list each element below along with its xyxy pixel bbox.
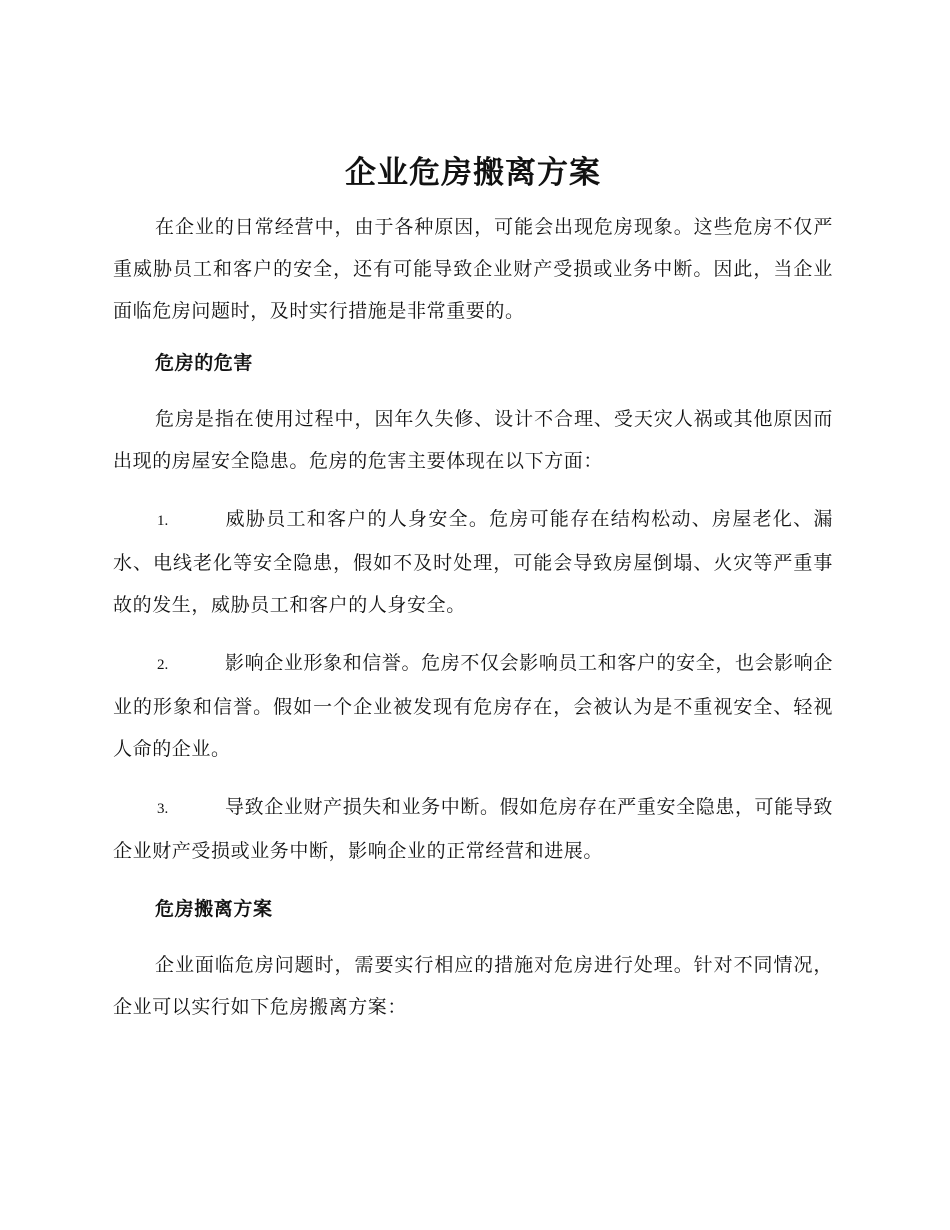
intro-paragraph: 在企业的日常经营中，由于各种原因，可能会出现危房现象。这些危房不仅严重威胁员工和客户的安全，还有可能导致企业财产受损或业务中断。因此，当企业面临危房问题时，及时实行措施是非常重要的。 — [113, 216, 833, 322]
list-item-number: 1. — [157, 513, 169, 529]
section-heading-hazards: 危房的危害 — [155, 352, 254, 374]
list-item-text: 影响企业形象和信誉。危房不仅会影响员工和客户的安全，也会影响企业的形象和信誉。假如一个企业被发现有危房存在，会被认为是不重视安全、轻视人命的企业。 — [113, 652, 833, 760]
list-item-number: 2. — [157, 657, 169, 673]
document-page — [113, 150, 833, 1044]
hazards-list — [113, 498, 833, 872]
section-heading-relocation: 危房搬离方案 — [155, 898, 273, 920]
list-item-number: 3. — [157, 801, 169, 817]
document-title: 企业危房搬离方案 — [345, 155, 601, 191]
list-item-text: 导致企业财产损失和业务中断。假如危房存在严重安全隐患，可能导致企业财产受损或业务中断，影响企业的正常经营和进展。 — [113, 796, 833, 862]
list-item-text: 威胁员工和客户的人身安全。危房可能存在结构松动、房屋老化、漏水、电线老化等安全隐患，假如不及时处理，可能会导致房屋倒塌、火灾等严重事故的发生，威胁员工和客户的人身安全。 — [113, 508, 833, 616]
list-item — [113, 498, 833, 626]
list-item — [113, 786, 833, 872]
list-item — [113, 642, 833, 770]
relocation-paragraph: 企业面临危房问题时，需要实行相应的措施对危房进行处理。针对不同情况，企业可以实行如下危房搬离方案： — [113, 954, 833, 1018]
hazards-paragraph: 危房是指在使用过程中，因年久失修、设计不合理、受天灾人祸或其他原因而出现的房屋安全隐患。危房的危害主要体现在以下方面： — [113, 408, 833, 472]
